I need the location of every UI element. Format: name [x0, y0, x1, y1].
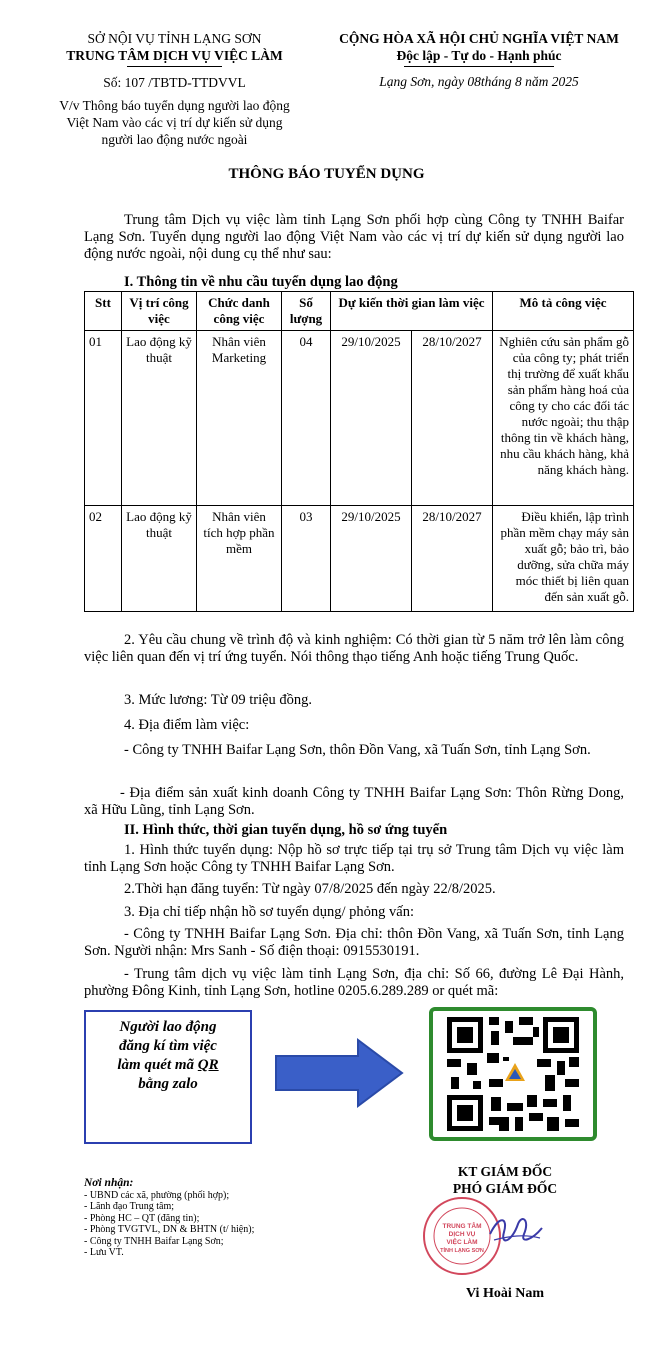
cell-job-title: Nhân viên Marketing [197, 331, 282, 506]
qr-instruction-box [84, 1010, 252, 1144]
cell-end-date: 28/10/2027 [412, 331, 493, 506]
cell-start-date: 29/10/2025 [331, 331, 412, 506]
header-right [305, 30, 653, 90]
republic-name: CỘNG HÒA XÃ HỘI CHỦ NGHĨA VIỆT NAM [339, 31, 619, 46]
requirements-paragraph: 2. Yêu cầu chung về trình độ và kinh nghiệm: Có thời gian từ 5 năm trở lên làm công việc liên quan đến vị trí ứng tuyển. Nói thông thạo tiếng Anh hoặc tiếng Trung Quốc. [84, 632, 624, 665]
list-item: - Công ty TNHH Baifar Lạng Sơn; [84, 1235, 224, 1247]
national-motto: Độc lập - Tự do - Hạnh phúc [396, 48, 562, 63]
organization-name: TRUNG TÂM DỊCH VỤ VIỆC LÀM [66, 48, 283, 63]
list-item: - Phòng HC – QT (đăng tin); [84, 1212, 200, 1224]
official-stamp-icon [420, 1184, 550, 1284]
header-left [52, 30, 297, 148]
recipients-list [84, 1178, 254, 1259]
cell-position: Lao động kỹ thuật [122, 331, 197, 506]
right-arrow-icon [274, 1038, 406, 1108]
parent-organization: SỞ NỘI VỤ TỈNH LẠNG SƠN [87, 31, 262, 46]
header-stt: Stt [85, 292, 122, 331]
table-header-row [85, 292, 634, 331]
header-quantity: Số lượng [282, 292, 331, 331]
cell-description: Nghiên cứu sản phẩm gỗ của công ty; phát triển thị trường để xuất khẩu sản phẩm hàng hoá của công ty cho các đối tác nước ngoài; thu thập thông tin về khách hàng, nhu cầu khách hàng, khả năng khách hàng. [493, 331, 634, 506]
list-item: - Phòng TVGTVL, DN & BHTN (t/ hiện); [84, 1224, 255, 1235]
cell-description: Điều khiển, lập trình phần mềm chạy máy sản xuất gỗ; bảo trì, bảo dưỡng, sửa chữa máy móc thiết bị liên quan đến sản xuất gỗ. [493, 506, 634, 612]
qr-box-line-3-text: làm quét mã [117, 1057, 198, 1073]
recruitment-form-paragraph: 1. Hình thức tuyển dụng: Nộp hồ sơ trực tiếp tại trụ sở Trung tâm Dịch vụ việc làm tỉnh Lạng Sơn hoặc Công ty TNHH Baifar Lạng Sơn. [84, 842, 624, 875]
salary-paragraph: 3. Mức lương: Từ 09 triệu đồng. [124, 692, 313, 708]
cell-stt: 02 [85, 506, 122, 612]
list-item: - Lãnh đạo Trung tâm; [84, 1201, 174, 1212]
qr-box-line-3 [86, 1056, 250, 1075]
cell-position: Lao động kỹ thuật [122, 506, 197, 612]
qr-code[interactable] [429, 1007, 597, 1141]
svg-text:VIỆC LÀM: VIỆC LÀM [446, 1239, 478, 1246]
workplace-label: 4. Địa điểm làm việc: [124, 717, 250, 733]
header-description: Mô tả công việc [493, 292, 634, 331]
qr-box-line-1: Người lao động [119, 1019, 217, 1035]
recipients-heading: Nơi nhận: [84, 1177, 134, 1189]
signature-title-2: PHÓ GIÁM ĐỐC [452, 1181, 558, 1196]
cell-job-title: Nhân viên tích hợp phần mềm [197, 506, 282, 612]
cell-start-date: 29/10/2025 [331, 506, 412, 612]
section-1-heading: I. Thông tin về nhu cầu tuyển dụng lao động [124, 274, 398, 290]
section-2-heading: II. Hình thức, thời gian tuyển dụng, hồ sơ ứng tuyển [124, 822, 448, 838]
address-label: 3. Địa chỉ tiếp nhận hồ sơ tuyển dụng/ phỏng vấn: [124, 904, 414, 920]
intro-paragraph: Trung tâm Dịch vụ việc làm tỉnh Lạng Sơn phối hợp cùng Công ty TNHH Baifar Lạng Sơn. Tuyển dụng người lao động Việt Nam vào các vị trí dự kiến sử dụng người lao động nước ngoài, nội dung cụ thể như sau: [84, 212, 624, 262]
table-row [85, 331, 634, 506]
header-period: Dự kiến thời gian làm việc [331, 292, 493, 331]
cell-quantity: 03 [282, 506, 331, 612]
header-position: Vị trí công việc [122, 292, 197, 331]
address-1: - Công ty TNHH Baifar Lạng Sơn. Địa chỉ: thôn Đồn Vang, xã Tuấn Sơn, tỉnh Lạng Sơn. Người nhận: Mrs Sanh - Số điện thoại: 0915530191. [84, 926, 624, 959]
document-number: Số: 107 /TBTD-TTDVVL [103, 75, 246, 90]
table-row [85, 506, 634, 612]
workplace-2: - Địa điểm sản xuất kinh doanh Công ty TNHH Baifar Lạng Sơn: Thôn Rừng Dong, xã Hữu Lũng, tỉnh Lạng Sơn. [84, 785, 624, 818]
svg-text:DỊCH VỤ: DỊCH VỤ [448, 1231, 476, 1238]
document-title: THÔNG BÁO TUYỂN DỤNG [228, 166, 425, 182]
deadline-paragraph: 2.Thời hạn đăng tuyển: Từ ngày 07/8/2025 đến ngày 22/8/2025. [124, 881, 496, 897]
header-job-title: Chức danh công việc [197, 292, 282, 331]
list-item: - UBND các xã, phường (phối hợp); [84, 1189, 230, 1201]
org-underline [127, 66, 222, 67]
svg-text:TRUNG TÂM: TRUNG TÂM [442, 1223, 482, 1230]
address-2: - Trung tâm dịch vụ việc làm tỉnh Lạng Sơn, địa chỉ: Số 66, đường Lê Đại Hành, phường Đông Kinh, tỉnh Lạng Sơn, hotline 0205.6.289.289 or quét mã: [84, 966, 624, 999]
document-date: Lạng Sơn, ngày 08tháng 8 năm 2025 [379, 74, 579, 89]
cell-stt: 01 [85, 331, 122, 506]
workplace-1: - Công ty TNHH Baifar Lạng Sơn, thôn Đồn Vang, xã Tuấn Sơn, tỉnh Lạng Sơn. [124, 742, 591, 758]
recruitment-table [84, 291, 634, 612]
qr-box-line-2: đăng kí tìm việc [119, 1038, 217, 1054]
qr-box-line-4: bằng zalo [138, 1076, 198, 1092]
signer-name: Vi Hoài Nam [465, 1286, 545, 1301]
qr-code-icon [433, 1011, 593, 1137]
cell-end-date: 28/10/2027 [412, 506, 493, 612]
svg-text:TỈNH LẠNG SƠN: TỈNH LẠNG SƠN [440, 1248, 484, 1254]
motto-underline [404, 66, 554, 67]
list-item: - Lưu VT. [84, 1247, 124, 1258]
qr-box-qr-word: QR [197, 1057, 219, 1073]
cell-quantity: 04 [282, 331, 331, 506]
document-subject: V/v Thông báo tuyển dụng người lao động Việt Nam vào các vị trí dự kiến sử dụng người lao động nước ngoài [59, 98, 290, 147]
signature-title-1: KT GIÁM ĐỐC [457, 1164, 553, 1179]
